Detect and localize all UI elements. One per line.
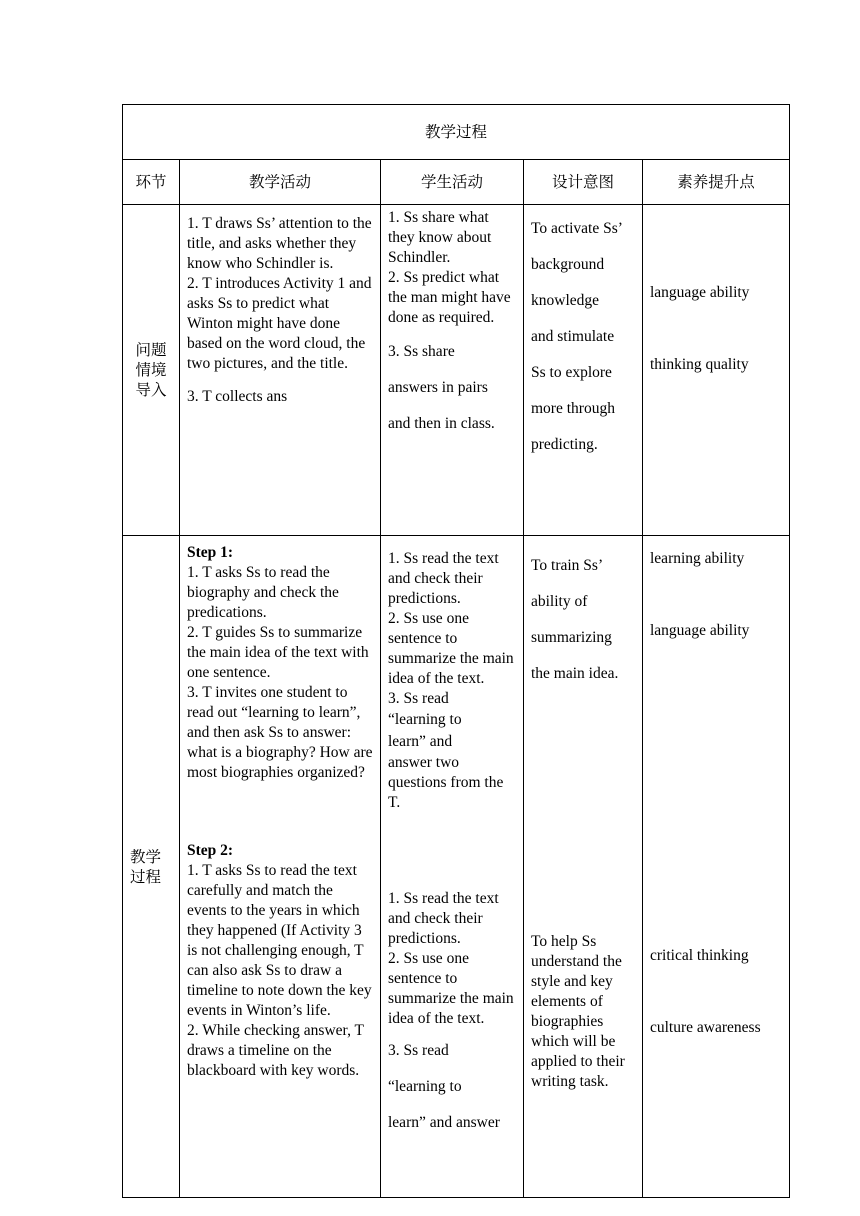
- student-activity-item: 1. Ss read the text and check their predictions.: [388, 890, 499, 947]
- intent-line: knowledge: [531, 292, 600, 309]
- literacy-cell: [643, 205, 790, 536]
- intent-line: the main idea.: [531, 665, 619, 682]
- design-intent-cell: [524, 536, 643, 1198]
- teacher-activity-item: 1. T draws Ss’ attention to the title, and asks whether they know who Schindler is.: [187, 215, 372, 272]
- student-activity-item: 2. Ss predict what the man might have done as required.: [388, 269, 511, 326]
- intent-line: ability of: [531, 593, 588, 610]
- literacy-item: critical thinking: [650, 947, 749, 964]
- table-title: 教学过程: [123, 105, 790, 160]
- teacher-activity-item: 1. T asks Ss to read the biography and check the predications.: [187, 564, 339, 621]
- intent-line: and stimulate: [531, 328, 615, 345]
- lesson-plan-table: [122, 104, 790, 1198]
- stage-cell: [123, 536, 180, 1198]
- student-activity-item: 1. Ss read the text and check their predictions.: [388, 550, 499, 607]
- header-stage: 环节: [123, 160, 180, 205]
- student-activity-item: 3. Ss share: [388, 343, 455, 360]
- stage-text: 情境: [135, 361, 167, 379]
- student-activity-item: learn” and: [388, 733, 453, 750]
- design-intent-cell: [524, 205, 643, 536]
- student-activity-item: 3. Ss read: [388, 1042, 449, 1059]
- table-row: [123, 205, 790, 536]
- literacy-item: culture awareness: [650, 1019, 761, 1036]
- intent-text: To help Ss understand the style and key elements of biographies which will be applied to their writing task.: [531, 933, 625, 1090]
- student-activity-item: learn” and answer: [388, 1114, 500, 1131]
- header-row: [123, 160, 790, 205]
- stage-text: 问题: [135, 341, 167, 359]
- table-row: [123, 536, 790, 1198]
- student-activity-item: 2. Ss use one sentence to summarize the main idea of the text.: [388, 950, 514, 1027]
- step-heading: Step 1:: [187, 544, 234, 561]
- literacy-cell: [643, 536, 790, 1198]
- header-design-intent: 设计意图: [524, 160, 643, 205]
- stage-text: 教学: [130, 847, 162, 866]
- student-activity-cell: [381, 536, 524, 1198]
- student-activity-item: answer two questions from the T.: [388, 754, 504, 811]
- intent-line: background: [531, 256, 605, 273]
- student-activity-item: 3. Ss read: [388, 690, 449, 707]
- student-activity-item: “learning to: [388, 711, 462, 728]
- literacy-item: thinking quality: [650, 356, 749, 373]
- header-literacy-points: 素养提升点: [643, 160, 790, 205]
- teacher-activity-cell: [180, 536, 381, 1198]
- literacy-item: language ability: [650, 284, 750, 301]
- student-activity-item: 2. Ss use one sentence to summarize the main idea of the text.: [388, 610, 514, 687]
- intent-line: To activate Ss’: [531, 220, 623, 237]
- header-student-activity: 学生活动: [381, 160, 524, 205]
- teacher-activity-item: 3. T collects ans: [187, 388, 288, 405]
- student-activity-item: “learning to: [388, 1078, 462, 1095]
- teacher-activity-item: 1. T asks Ss to read the text carefully and match the events to the years in which they happened (If Activity 3 is not challenging enough, T can also ask Ss to draw a timeline to note down the key events in Winton’s life.: [187, 862, 372, 1019]
- teacher-activity-item: 2. T introduces Activity 1 and asks Ss to predict what Winton might have done based on the word cloud, the two pictures, and the title.: [187, 275, 372, 372]
- intent-line: predicting.: [531, 436, 598, 453]
- step-heading: Step 2:: [187, 842, 234, 859]
- literacy-item: learning ability: [650, 550, 745, 567]
- intent-line: To train Ss’: [531, 557, 604, 574]
- stage-text: 导入: [135, 381, 167, 399]
- intent-line: more through: [531, 400, 615, 417]
- intent-line: summarizing: [531, 629, 612, 646]
- teacher-activity-item: 2. While checking answer, T draws a timeline on the blackboard with key words.: [187, 1022, 364, 1079]
- student-activity-item: 1. Ss share what they know about Schindler.: [388, 209, 492, 266]
- intent-line: Ss to explore: [531, 364, 612, 381]
- student-activity-cell: [381, 205, 524, 536]
- teacher-activity-item: 3. T invites one student to read out “learning to learn”, and then ask Ss to answer: what is a biography? How are most biographies organized?: [187, 684, 373, 781]
- literacy-item: language ability: [650, 622, 750, 639]
- student-activity-item: and then in class.: [388, 415, 495, 432]
- teacher-activity-cell: [180, 205, 381, 536]
- student-activity-item: answers in pairs: [388, 379, 488, 396]
- stage-text: 过程: [130, 867, 162, 886]
- teacher-activity-item: 2. T guides Ss to summarize the main idea of the text with one sentence.: [187, 624, 369, 681]
- header-teacher-activity: 教学活动: [180, 160, 381, 205]
- stage-cell: [123, 205, 180, 536]
